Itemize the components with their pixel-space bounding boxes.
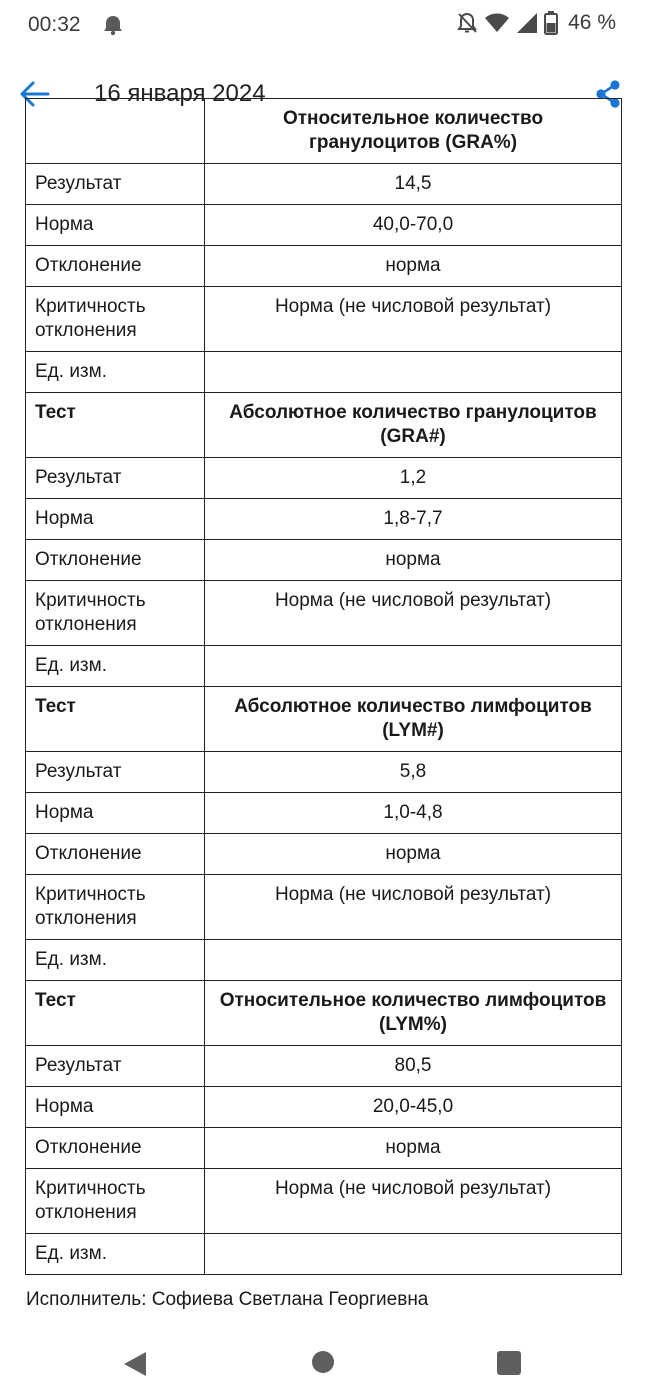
row-value: 1,2 xyxy=(205,458,622,499)
system-nav-bar xyxy=(0,1330,646,1400)
row-label: Результат xyxy=(26,458,205,499)
row-value: Норма (не числовой результат) xyxy=(205,875,622,940)
row-value xyxy=(205,940,622,981)
row-label: Ед. изм. xyxy=(26,1234,205,1275)
row-value: норма xyxy=(205,246,622,287)
row-value: Относительное количество лимфоцитов (LYM%) xyxy=(205,981,622,1046)
row-label: Критичность отклонения xyxy=(26,875,205,940)
table-row xyxy=(26,834,622,875)
row-label: Критичность отклонения xyxy=(26,581,205,646)
row-value: норма xyxy=(205,1128,622,1169)
battery-percent: 46 % xyxy=(568,11,616,34)
row-label: Отклонение xyxy=(26,246,205,287)
page-title: 16 января 2024 xyxy=(94,80,266,107)
row-label: Результат xyxy=(26,164,205,205)
row-value: 14,5 xyxy=(205,164,622,205)
row-value: 1,8-7,7 xyxy=(205,499,622,540)
row-value xyxy=(205,1234,622,1275)
bell-off-icon xyxy=(456,11,478,35)
row-label: Норма xyxy=(26,205,205,246)
row-label: Отклонение xyxy=(26,540,205,581)
status-bar xyxy=(0,0,646,52)
table-row xyxy=(26,1087,622,1128)
nav-back-icon[interactable] xyxy=(122,1350,148,1378)
table-row xyxy=(26,875,622,940)
row-value: 20,0-45,0 xyxy=(205,1087,622,1128)
row-value: Абсолютное количество гранулоцитов (GRA#) xyxy=(205,393,622,458)
battery-icon xyxy=(544,11,558,35)
nav-recents-icon[interactable] xyxy=(497,1351,521,1375)
row-value: Относительное количество гранулоцитов (GRA%) xyxy=(205,99,622,164)
test-header-row xyxy=(26,981,622,1046)
row-label: Критичность отклонения xyxy=(26,1169,205,1234)
row-label: Норма xyxy=(26,499,205,540)
test-header-row xyxy=(26,687,622,752)
row-value: Абсолютное количество лимфоцитов (LYM#) xyxy=(205,687,622,752)
table-row xyxy=(26,1046,622,1087)
row-value: 1,0-4,8 xyxy=(205,793,622,834)
executor-text: Исполнитель: Софиева Светлана Георгиевна xyxy=(26,1289,429,1310)
row-value: 5,8 xyxy=(205,752,622,793)
row-label: Норма xyxy=(26,793,205,834)
row-label: Результат xyxy=(26,752,205,793)
wifi-icon xyxy=(484,12,510,34)
test-header-row xyxy=(26,393,622,458)
row-label: Отклонение xyxy=(26,1128,205,1169)
row-label: Ед. изм. xyxy=(26,646,205,687)
status-time: 00:32 xyxy=(28,13,81,36)
table-row xyxy=(26,940,622,981)
row-label: Отклонение xyxy=(26,834,205,875)
row-value: 40,0-70,0 xyxy=(205,205,622,246)
results-scroll-area[interactable] xyxy=(0,108,646,1318)
signal-icon xyxy=(516,12,538,34)
table-row xyxy=(26,1234,622,1275)
table-row xyxy=(26,581,622,646)
row-value: норма xyxy=(205,540,622,581)
row-label: Ед. изм. xyxy=(26,352,205,393)
table-row xyxy=(26,205,622,246)
table-row xyxy=(26,540,622,581)
table-row xyxy=(26,646,622,687)
row-label: Критичность отклонения xyxy=(26,287,205,352)
table-row xyxy=(26,164,622,205)
table-row xyxy=(26,246,622,287)
table-row xyxy=(26,793,622,834)
row-label xyxy=(26,99,205,164)
app-notification-icon xyxy=(102,14,124,36)
table-row xyxy=(26,1128,622,1169)
row-value: Норма (не числовой результат) xyxy=(205,1169,622,1234)
row-label: Тест xyxy=(26,981,205,1046)
status-icons xyxy=(456,11,616,35)
row-label: Тест xyxy=(26,393,205,458)
row-label: Ед. изм. xyxy=(26,940,205,981)
row-value: норма xyxy=(205,834,622,875)
table-row xyxy=(26,287,622,352)
row-value xyxy=(205,646,622,687)
row-label: Результат xyxy=(26,1046,205,1087)
table-row xyxy=(26,352,622,393)
row-value: Норма (не числовой результат) xyxy=(205,287,622,352)
row-label: Норма xyxy=(26,1087,205,1128)
table-row xyxy=(26,752,622,793)
table-row xyxy=(26,499,622,540)
results-table xyxy=(25,98,622,1275)
row-value xyxy=(205,352,622,393)
table-row xyxy=(26,458,622,499)
row-label: Тест xyxy=(26,687,205,752)
test-header-row xyxy=(26,99,622,164)
row-value: 80,5 xyxy=(205,1046,622,1087)
table-row xyxy=(26,1169,622,1234)
nav-home-icon[interactable] xyxy=(312,1351,334,1373)
row-value: Норма (не числовой результат) xyxy=(205,581,622,646)
